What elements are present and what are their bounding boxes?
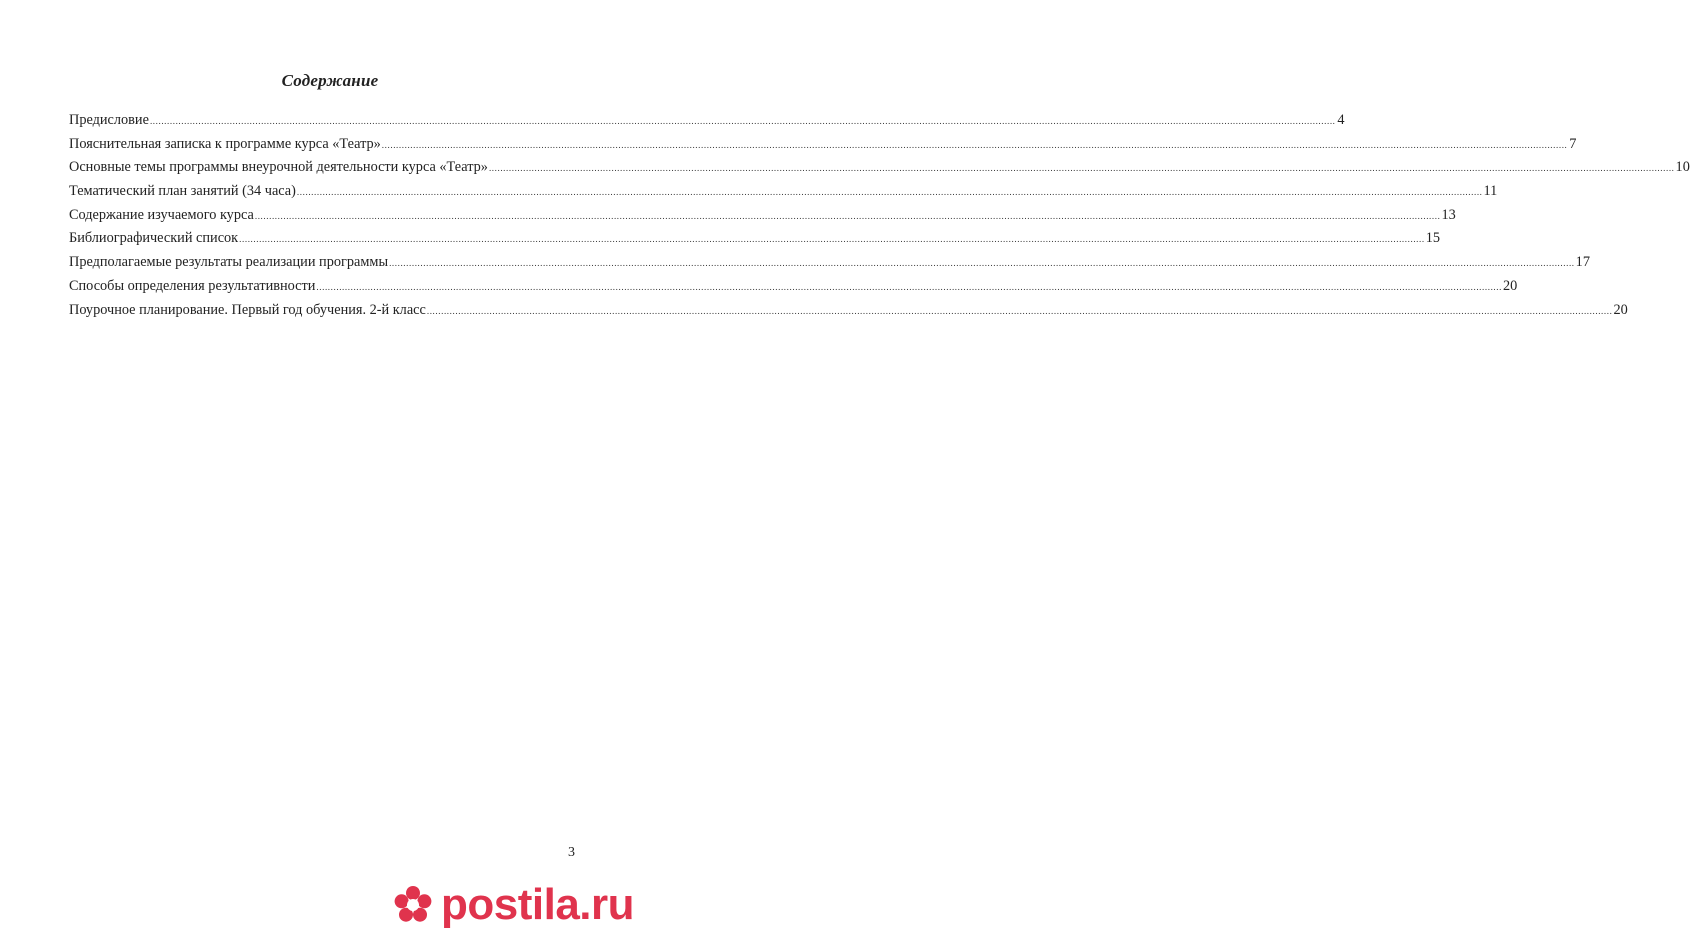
watermark[interactable]	[391, 875, 634, 935]
toc-entry-label: Библиографический список	[69, 230, 239, 247]
toc-entry-page: 15	[1425, 230, 1441, 247]
toc-entry	[69, 277, 1518, 302]
toc-entry	[69, 301, 1628, 326]
toc-entry-label: Поурочное планирование. Первый год обучения. 2-й класс	[69, 301, 426, 318]
toc-entry-page: 11	[1483, 183, 1498, 200]
toc-entry-page: 13	[1441, 206, 1456, 223]
dot-leader: ................................................................................................................................................................................................................................................................................................................................................................................................................................	[254, 210, 1441, 221]
toc-entry-page: 17	[1575, 254, 1590, 271]
dot-leader: ................................................................................................................................................................................................................................................................................................................................................................................................................................	[239, 234, 1425, 245]
toc-title: Содержание	[281, 71, 379, 90]
toc-entry-label: Содержание изучаемого курса	[69, 206, 254, 223]
toc-entry-page: 4	[1337, 112, 1345, 128]
toc-entry-page: 20	[1613, 301, 1628, 318]
dot-leader: ................................................................................................................................................................................................................................................................................................................................................................................................................................	[488, 163, 1675, 174]
dot-leader: ................................................................................................................................................................................................................................................................................................................................................................................................................................	[296, 187, 1483, 198]
toc-entry-label: Тематический план занятий (34 часа)	[69, 183, 296, 200]
toc-entry	[69, 183, 1498, 207]
toc-entry	[69, 230, 1441, 254]
toc-entry-page: 10	[1675, 159, 1690, 176]
dot-leader: ................................................................................................................................................................................................................................................................................................................................................................................................................................	[426, 305, 1613, 316]
dot-leader: ................................................................................................................................................................................................................................................................................................................................................................................................................................	[149, 116, 1336, 126]
toc-entry-label: Предисловие	[69, 112, 149, 128]
toc-entry	[69, 254, 1590, 278]
dot-leader: ................................................................................................................................................................................................................................................................................................................................................................................................................................	[389, 258, 1575, 269]
dot-leader: ................................................................................................................................................................................................................................................................................................................................................................................................................................	[316, 281, 1502, 292]
toc-entry-label: Пояснительная записка к программе курса «Театр»	[69, 135, 381, 152]
toc-entry	[69, 206, 1456, 231]
dot-leader: ................................................................................................................................................................................................................................................................................................................................................................................................................................	[381, 139, 1568, 150]
toc-entry	[69, 112, 1345, 136]
toc-entry-label: Способы определения результативности	[69, 277, 316, 294]
page-number: 3	[568, 845, 575, 860]
toc-entry-label: Основные темы программы внеурочной деятельности курса «Театр»	[69, 159, 488, 176]
flower-logo-icon	[391, 883, 435, 927]
toc-entry	[69, 159, 1690, 183]
toc-entry	[69, 135, 1577, 160]
toc-entry-page: 7	[1569, 135, 1577, 152]
toc-entry-label: Предполагаемые результаты реализации программы	[69, 254, 389, 271]
toc-entry-page: 20	[1503, 277, 1518, 294]
watermark-text: postila.ru	[441, 880, 635, 929]
toc-list	[69, 112, 1690, 325]
